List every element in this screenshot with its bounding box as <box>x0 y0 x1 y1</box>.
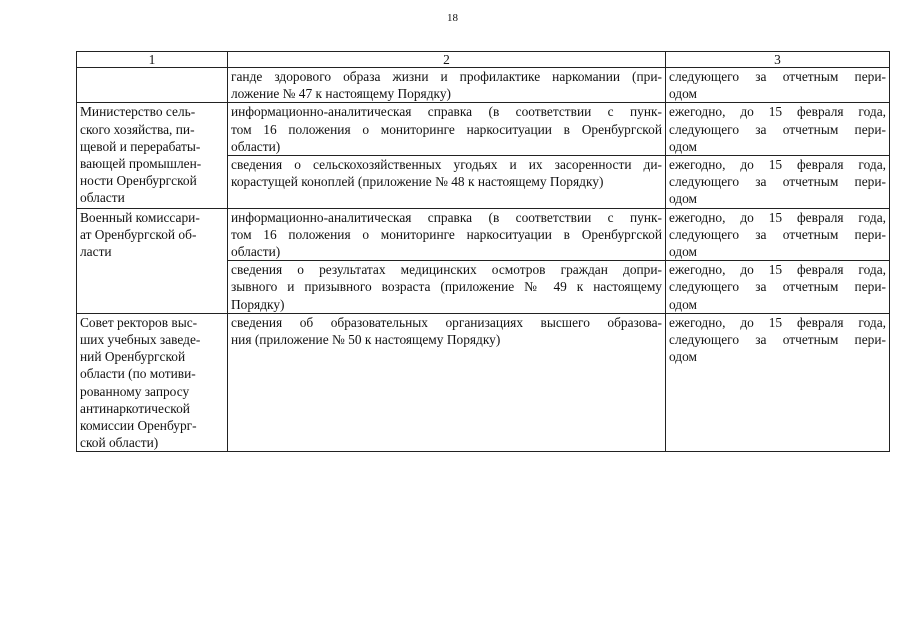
organization-cell <box>77 208 228 313</box>
cell-line: следующего за отчетным пери- <box>669 226 886 242</box>
cell-line: сведения о результатах медицинских осмотров граждан допри- <box>231 262 662 278</box>
page-number: 18 <box>447 12 458 24</box>
cell-line: одом <box>669 138 698 154</box>
cell-line: ского хозяйства, пи- <box>80 121 195 137</box>
deadline-cell <box>666 208 890 261</box>
cell-line: том 16 положения о мониторинге наркоситуации в Оренбургской <box>231 121 662 137</box>
cell-line: ложение № 47 к настоящему Порядку) <box>231 86 452 102</box>
cell-line: комиссии Оренбург- <box>80 418 197 434</box>
cell-line: ганде здорового образа жизни и профилактике наркомании (при- <box>231 69 662 84</box>
cell-line: следующего за отчетным пери- <box>669 121 886 137</box>
deadline-cell <box>666 156 890 209</box>
cell-line: Совет ректоров выс- <box>80 314 198 330</box>
cell-line: следующего за отчетным пери- <box>669 332 886 348</box>
document-table <box>76 51 890 452</box>
cell-line: рованному запросу <box>80 383 190 399</box>
organization-cell <box>77 313 228 452</box>
cell-line: ности Оренбургской <box>80 173 197 189</box>
organization-cell <box>77 68 228 103</box>
table-body <box>77 52 890 452</box>
deadline-cell <box>666 261 890 314</box>
cell-line: корастущей коноплей (приложение № 48 к настоящему Порядку) <box>231 174 604 190</box>
cell-line: одом <box>669 86 698 102</box>
cell-line: области <box>80 190 125 206</box>
document-cell <box>228 261 666 314</box>
cell-line: ежегодно, до 15 февраля года, <box>669 157 886 173</box>
cell-line: одом <box>669 244 698 260</box>
organization-cell <box>77 103 228 208</box>
cell-line: одом <box>669 296 698 312</box>
cell-line: одом <box>669 191 698 207</box>
cell-line: ской области) <box>80 435 159 451</box>
deadline-cell <box>666 103 890 156</box>
cell-line: области) <box>231 138 281 154</box>
cell-line: Порядку) <box>231 296 285 312</box>
table-header-row <box>77 52 890 68</box>
column-header-1: 1 <box>77 52 228 68</box>
cell-line: ежегодно, до 15 февраля года, <box>669 209 886 225</box>
deadline-cell <box>666 313 890 452</box>
cell-line: области (по мотиви- <box>80 366 196 382</box>
cell-line: следующего за отчетным пери- <box>669 174 886 190</box>
cell-line: следующего за отчетным пери- <box>669 279 886 295</box>
column-header-3: 3 <box>666 52 890 68</box>
cell-line: вающей промышлен- <box>80 156 202 172</box>
cell-line: сведения о сельскохозяйственных угодьях и их засоренности ди- <box>231 157 662 173</box>
cell-line: ежегодно, до 15 февраля года, <box>669 314 886 330</box>
cell-line: ежегодно, до 15 февраля года, <box>669 262 886 278</box>
cell-line: следующего за отчетным пери- <box>669 69 886 84</box>
cell-line: информационно-аналитическая справка (в соответствии с пунк- <box>231 104 662 120</box>
document-cell <box>228 313 666 452</box>
cell-line: том 16 положения о мониторинге наркоситуации в Оренбургской <box>231 226 662 242</box>
cell-line: информационно-аналитическая справка (в соответствии с пунк- <box>231 209 662 225</box>
document-cell <box>228 156 666 209</box>
cell-line: одом <box>669 349 698 365</box>
table-row <box>77 103 890 156</box>
cell-line: ласти <box>80 244 112 260</box>
cell-line: области) <box>231 244 281 260</box>
document-cell <box>228 103 666 156</box>
document-cell <box>228 68 666 103</box>
cell-line: ний Оренбургской <box>80 349 186 365</box>
cell-line: Министерство сель- <box>80 104 196 120</box>
table-row <box>77 208 890 261</box>
cell-line: Военный комиссари- <box>80 209 200 225</box>
table-row <box>77 313 890 452</box>
cell-line: зывного и призывного возраста (приложение № 49 к настоящему <box>231 279 662 295</box>
column-header-2: 2 <box>228 52 666 68</box>
document-cell <box>228 208 666 261</box>
cell-line: антинаркотической <box>80 400 190 416</box>
cell-line: ния (приложение № 50 к настоящему Порядку) <box>231 332 501 348</box>
deadline-cell <box>666 68 890 103</box>
table-row <box>77 68 890 103</box>
cell-line: ежегодно, до 15 февраля года, <box>669 104 886 120</box>
cell-line: ат Оренбургской об- <box>80 226 197 242</box>
cell-line: щевой и перерабаты- <box>80 138 201 154</box>
cell-line: сведения об образовательных организациях высшего образова- <box>231 314 662 330</box>
cell-line: ших учебных заведе- <box>80 332 201 348</box>
